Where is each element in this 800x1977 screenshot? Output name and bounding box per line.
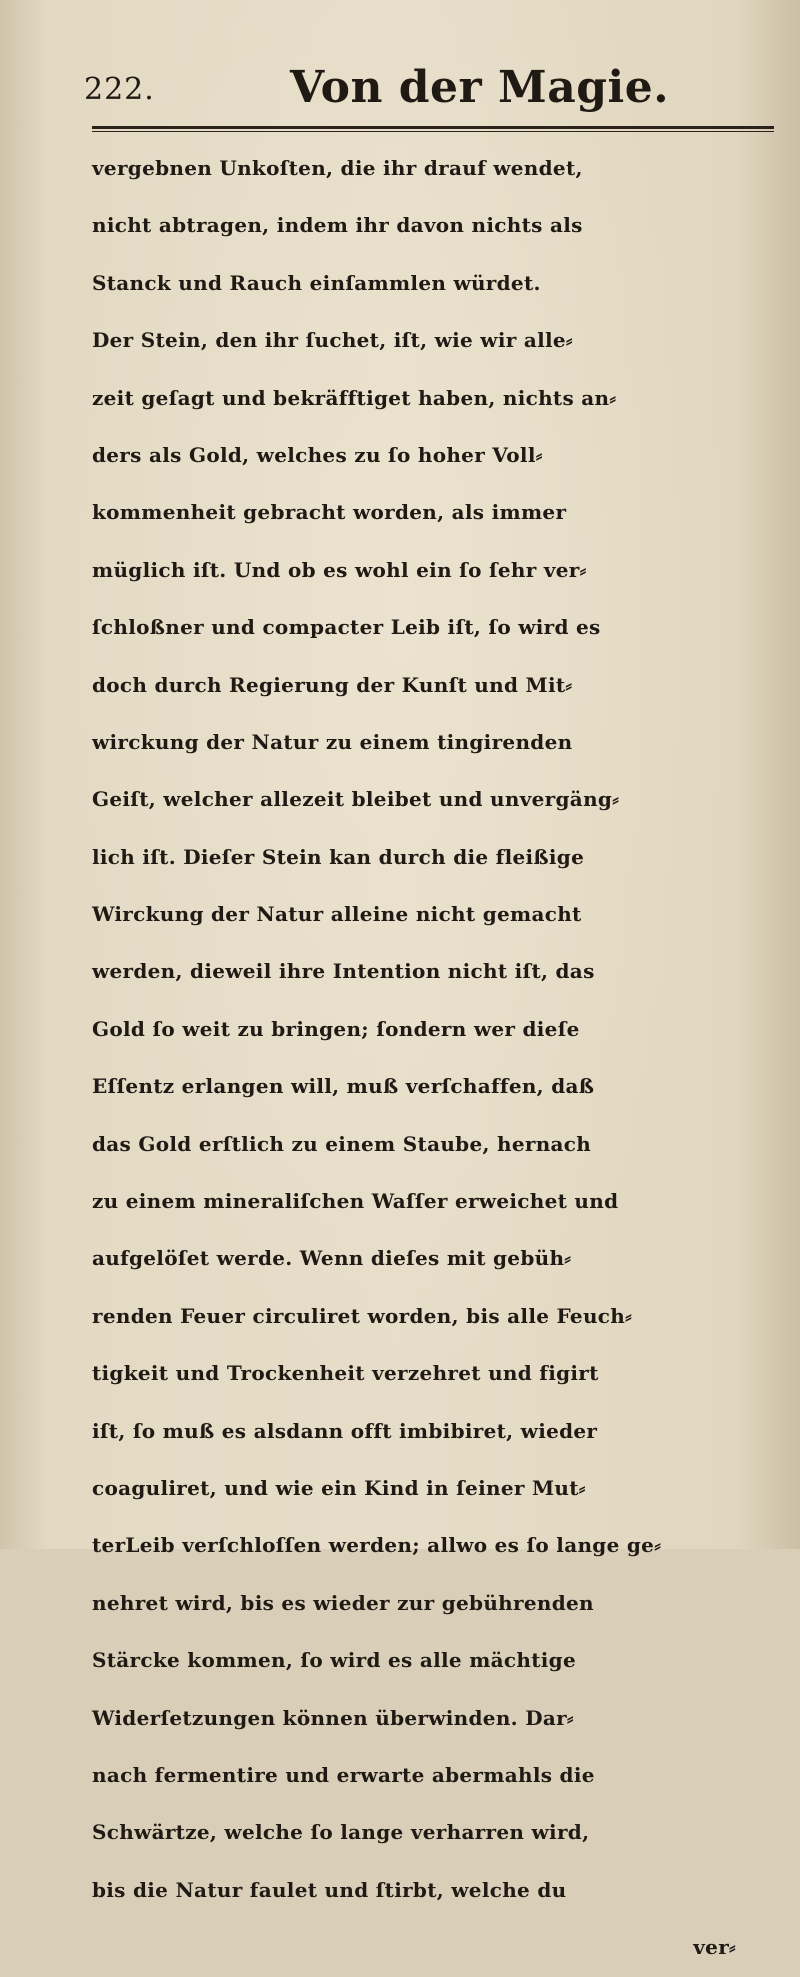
text-line: kommenheit gebracht worden, als immer — [92, 500, 567, 525]
text-line: zeit geſagt und bekräfftiget haben, nichts an⸗ — [92, 385, 617, 410]
text-line: nicht abtragen, indem ihr davon nichts als — [92, 213, 583, 238]
text-line: Eſſentz erlangen will, muß verſchaffen, daß — [92, 1074, 595, 1099]
text-line: nehret wird, bis es wieder zur gebührenden — [92, 1590, 594, 1615]
text-line: werden, dieweil ihre Intention nicht iſt, das — [92, 959, 595, 984]
header-rule-thin — [92, 131, 774, 132]
text-line: aufgelöſet werde. Wenn dieſes mit gebüh⸗ — [92, 1246, 572, 1271]
text-line: Der Stein, den ihr ſuchet, iſt, wie wir alle⸗ — [92, 328, 573, 353]
text-line: iſt, ſo muß es alsdann offt imbibiret, wieder — [92, 1418, 598, 1443]
text-line: coaguliret, und wie ein Kind in ſeiner Mut⸗ — [92, 1475, 586, 1500]
text-line: nach fermentire und erwarte abermahls die — [92, 1762, 595, 1787]
text-line: das Gold erſtlich zu einem Staube, hernach — [92, 1131, 592, 1156]
text-line: Widerſetzungen können überwinden. Dar⸗ — [92, 1705, 574, 1730]
text-line: vergebnen Unkoſten, die ihr drauf wendet, — [92, 156, 583, 180]
text-line: wirckung der Natur zu einem tingirenden — [92, 729, 573, 754]
text-line: Wirckung der Natur alleine nicht gemacht — [92, 902, 582, 927]
text-line: Geiſt, welcher allezeit bleibet und unvergäng⸗ — [92, 787, 620, 812]
page-header — [0, 52, 800, 112]
text-line: doch durch Regierung der Kunſt und Mit⸗ — [92, 672, 573, 697]
text-line: terLeib verſchloſſen werden; allwo es ſo lange ge⸗ — [92, 1533, 662, 1558]
body-text — [62, 140, 782, 1977]
text-line: zu einem mineraliſchen Waſſer erweichet und — [92, 1189, 619, 1214]
text-line: müglich iſt. Und ob es wohl ein ſo ſehr ver⸗ — [92, 557, 587, 582]
text-line: bis die Natur faulet und ſtirbt, welche du — [92, 1877, 567, 1902]
text-line: tigkeit und Trockenheit verzehret und figirt — [92, 1361, 599, 1386]
catchword: ver⸗ — [693, 1935, 736, 1960]
text-line: Schwärtze, welche ſo lange verharren wird, — [92, 1820, 590, 1845]
header-rule — [92, 126, 774, 129]
text-line: renden Feuer circuliret worden, bis alle Feuch⸗ — [92, 1303, 633, 1328]
running-head: Von der Magie. — [290, 62, 670, 113]
text-line: Stanck und Rauch einſammlen würdet. — [92, 270, 541, 295]
page-number: 222. — [84, 72, 155, 107]
text-line: ders als Gold, welches zu ſo hoher Voll⸗ — [92, 442, 543, 467]
text-line: ſchloßner und compacter Leib iſt, ſo wird es — [92, 615, 601, 640]
text-line: Stärcke kommen, ſo wird es alle mächtige — [92, 1648, 576, 1673]
text-line: Gold ſo weit zu bringen; ſondern wer dieſe — [92, 1016, 580, 1041]
text-line: lich iſt. Dieſer Stein kan durch die fleißige — [92, 844, 585, 869]
